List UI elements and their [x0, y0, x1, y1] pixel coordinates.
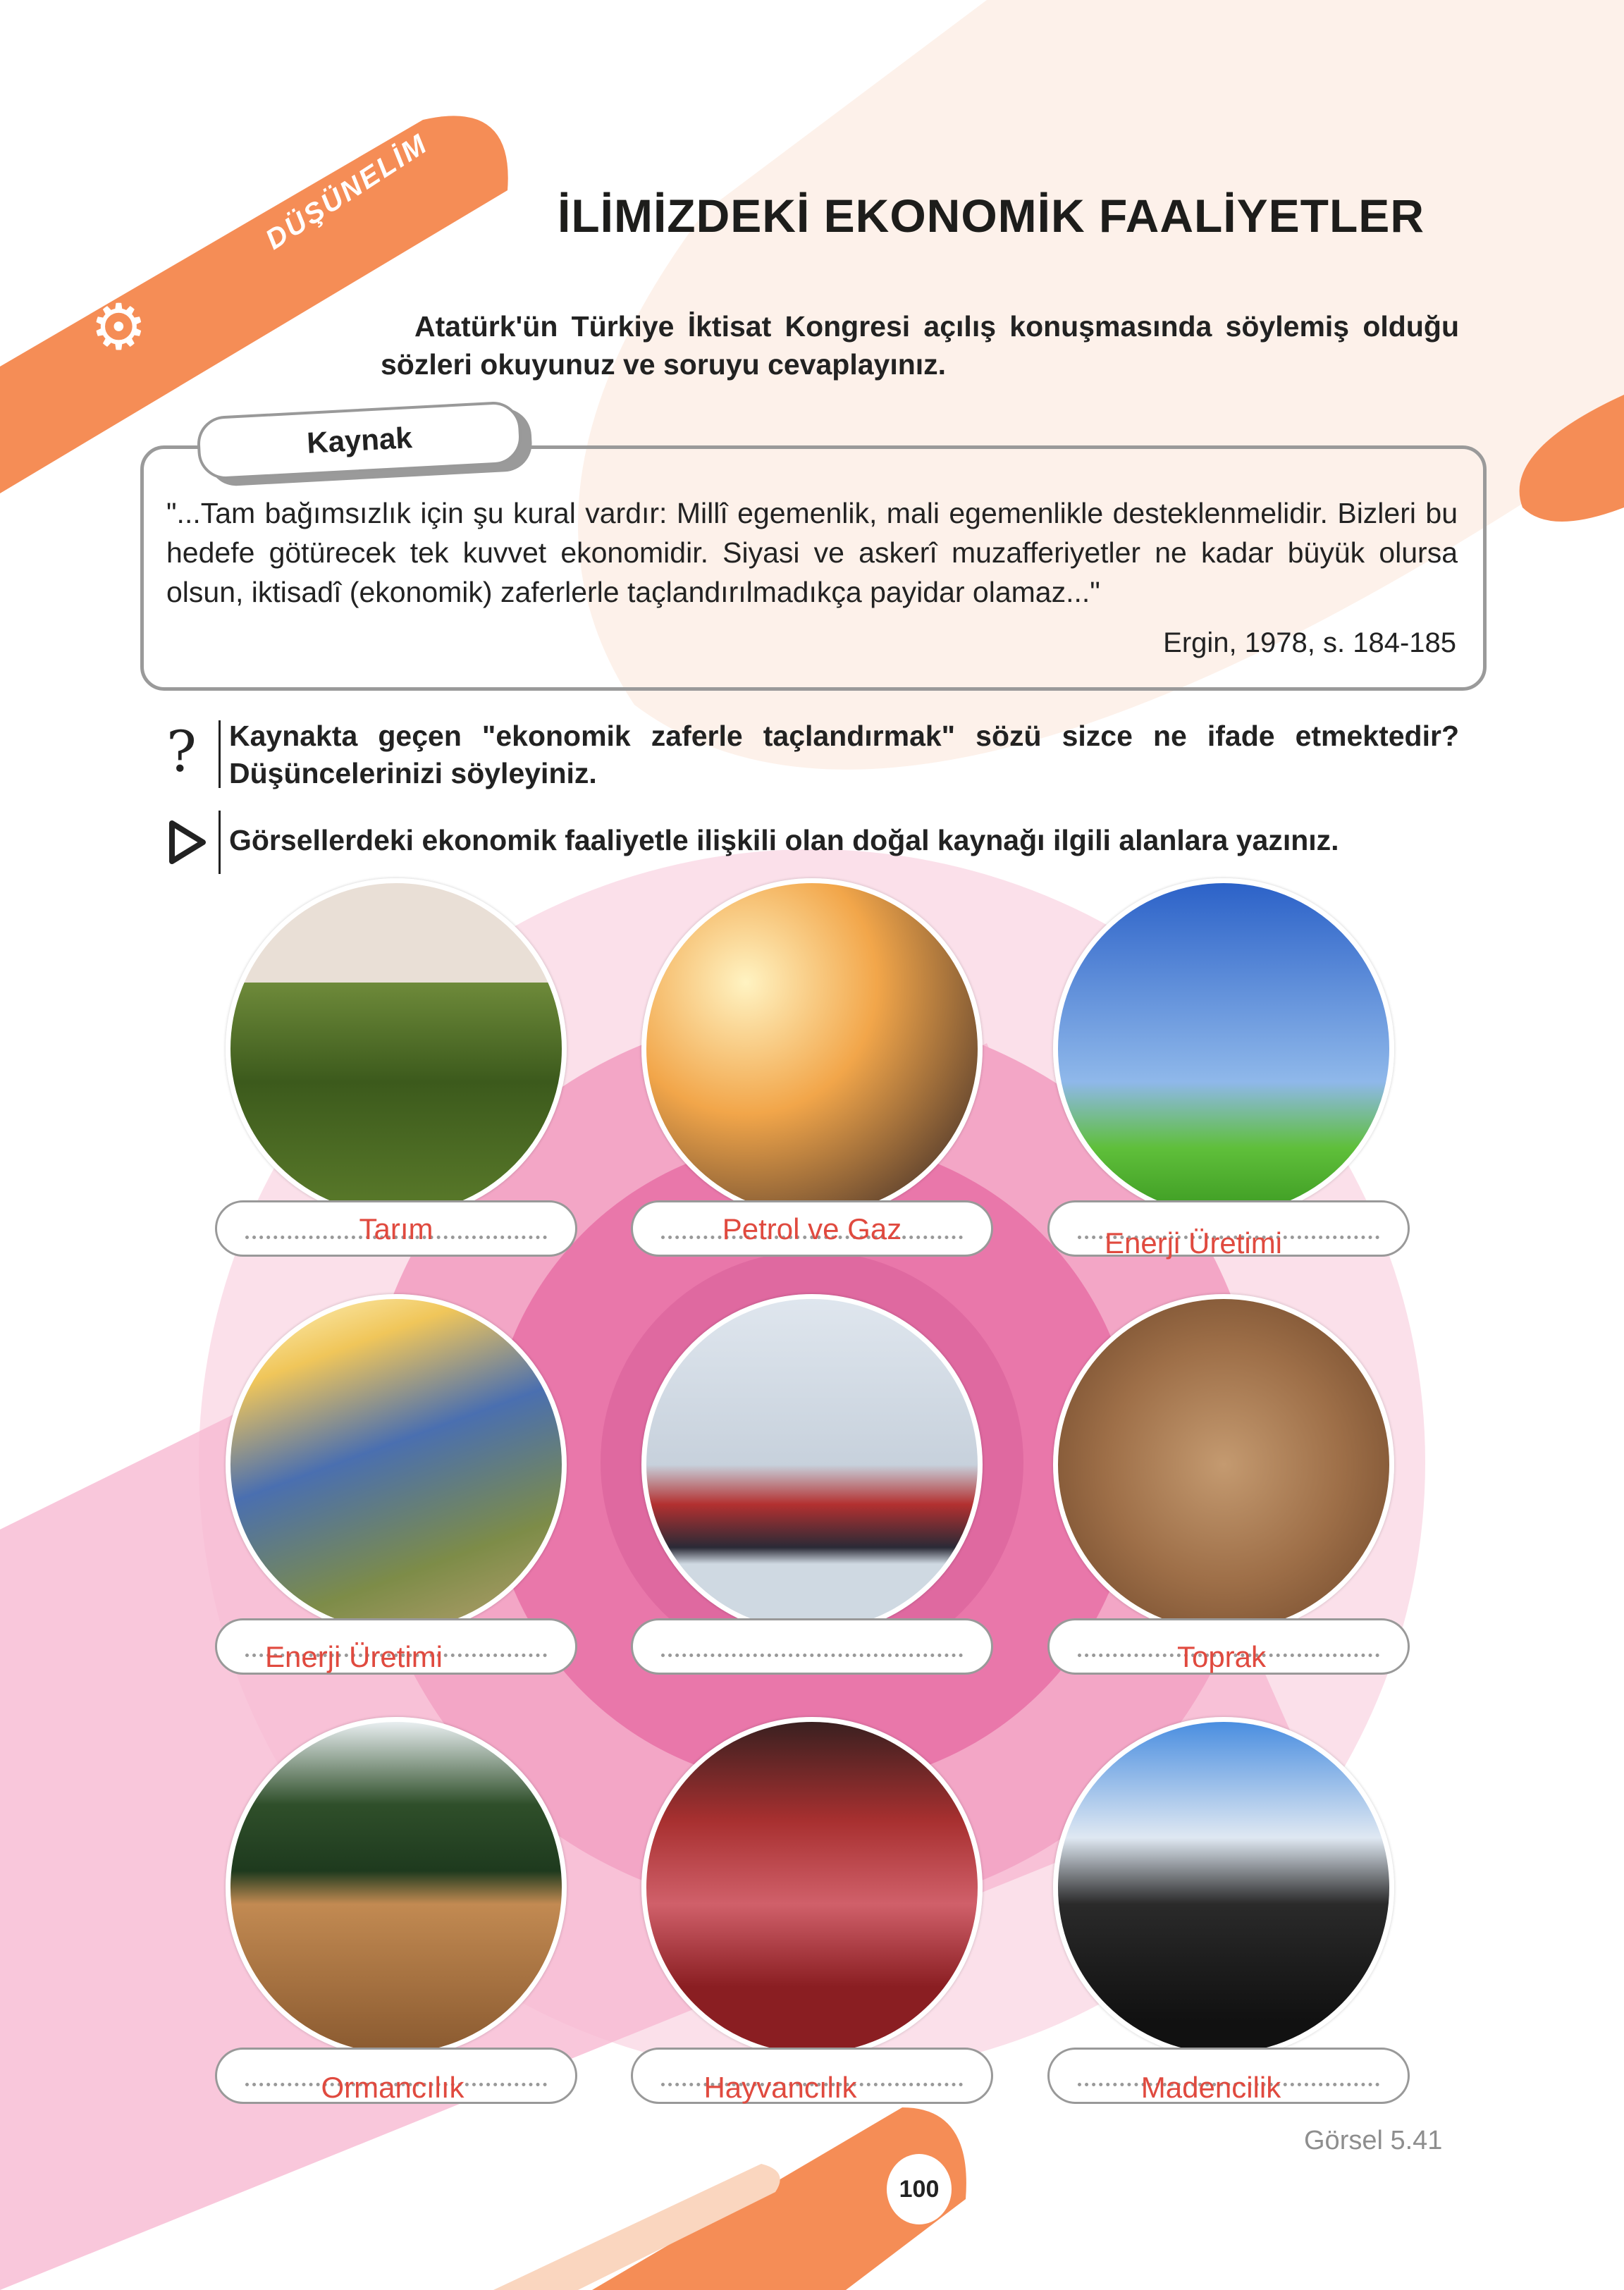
- answer-field-4[interactable]: [215, 1618, 577, 1675]
- image-log-pile: [226, 1717, 567, 2058]
- answer-text: Hayvancılık: [703, 2071, 857, 2104]
- answer-field-6[interactable]: [1047, 1618, 1410, 1675]
- answer-text: Tarım: [359, 1212, 433, 1245]
- answer-field-7[interactable]: [215, 2048, 577, 2104]
- source-tab: Kaynak: [196, 400, 523, 481]
- answer-text: Enerji Üretimi: [1104, 1226, 1283, 1260]
- figure-caption: Görsel 5.41: [1304, 2126, 1443, 2155]
- intro-text: Atatürk'ün Türkiye İktisat Kongresi açılış konuşmasında söylemiş olduğu sözleri okuyunuz ve soruyu cevaplayınız.: [381, 310, 1459, 381]
- answer-field-2[interactable]: [631, 1200, 993, 1257]
- answer-text: Enerji Üretimi: [264, 1640, 443, 1673]
- answer-text: Madencilik: [1140, 2071, 1281, 2104]
- image-cargo-ship: [641, 1294, 983, 1635]
- image-solar-panels: [226, 1294, 567, 1635]
- answer-field-8[interactable]: [631, 2048, 993, 2104]
- image-tractor-field: [226, 878, 567, 1219]
- answer-field-9[interactable]: [1047, 2048, 1410, 2104]
- answer-field-3[interactable]: [1047, 1200, 1410, 1260]
- question-icon: ?: [166, 719, 197, 784]
- image-fuel-pump: [641, 878, 983, 1219]
- answer-text: Petrol ve Gaz: [722, 1212, 902, 1245]
- answer-text: Toprak: [1176, 1640, 1267, 1673]
- source-quote: "...Tam bağımsızlık için şu kural vardır: Millî egemenlik, mali egemenlikle desteklenmelidir. Bizleri bu hedefe götürecek tek kuvvet ekonomidir. Siyasi ve askerî muzafferiyetler ne kadar büyük olursa olsun, iktisadî (ekonomik) zaferlerle taçlandırılmadıkça payidar olamaz...": [166, 497, 1458, 608]
- dusunelim-badge: DÜŞÜNELİM: [260, 128, 434, 256]
- image-meat-counter: [641, 1717, 983, 2058]
- divider: [219, 720, 221, 788]
- page-number: 100: [887, 2154, 952, 2224]
- answer-field-5[interactable]: [631, 1618, 993, 1675]
- image-pottery: [1053, 1294, 1394, 1635]
- play-triangle-icon: [166, 818, 209, 867]
- image-wind-turbines: [1053, 878, 1394, 1219]
- question-text: Kaynakta geçen "ekonomik zaferle taçlandırmak" sözü sizce ne ifade etmektedir? Düşüncelerinizi söyleyiniz.: [229, 720, 1459, 789]
- gears-icon: ⚙: [90, 293, 147, 363]
- answer-text: Ormancılık: [321, 2071, 465, 2104]
- answer-field-1[interactable]: [215, 1200, 577, 1257]
- source-citation: Ergin, 1978, s. 184-185: [1163, 627, 1456, 658]
- instruction-text: Görsellerdeki ekonomik faaliyetle ilişkili olan doğal kaynağı ilgili alanlara yazınız.: [229, 824, 1339, 856]
- page-title: İLİMİZDEKİ EKONOMİK FAALİYETLER: [558, 190, 1425, 242]
- divider: [219, 811, 221, 874]
- image-coal-pile: [1053, 1717, 1394, 2058]
